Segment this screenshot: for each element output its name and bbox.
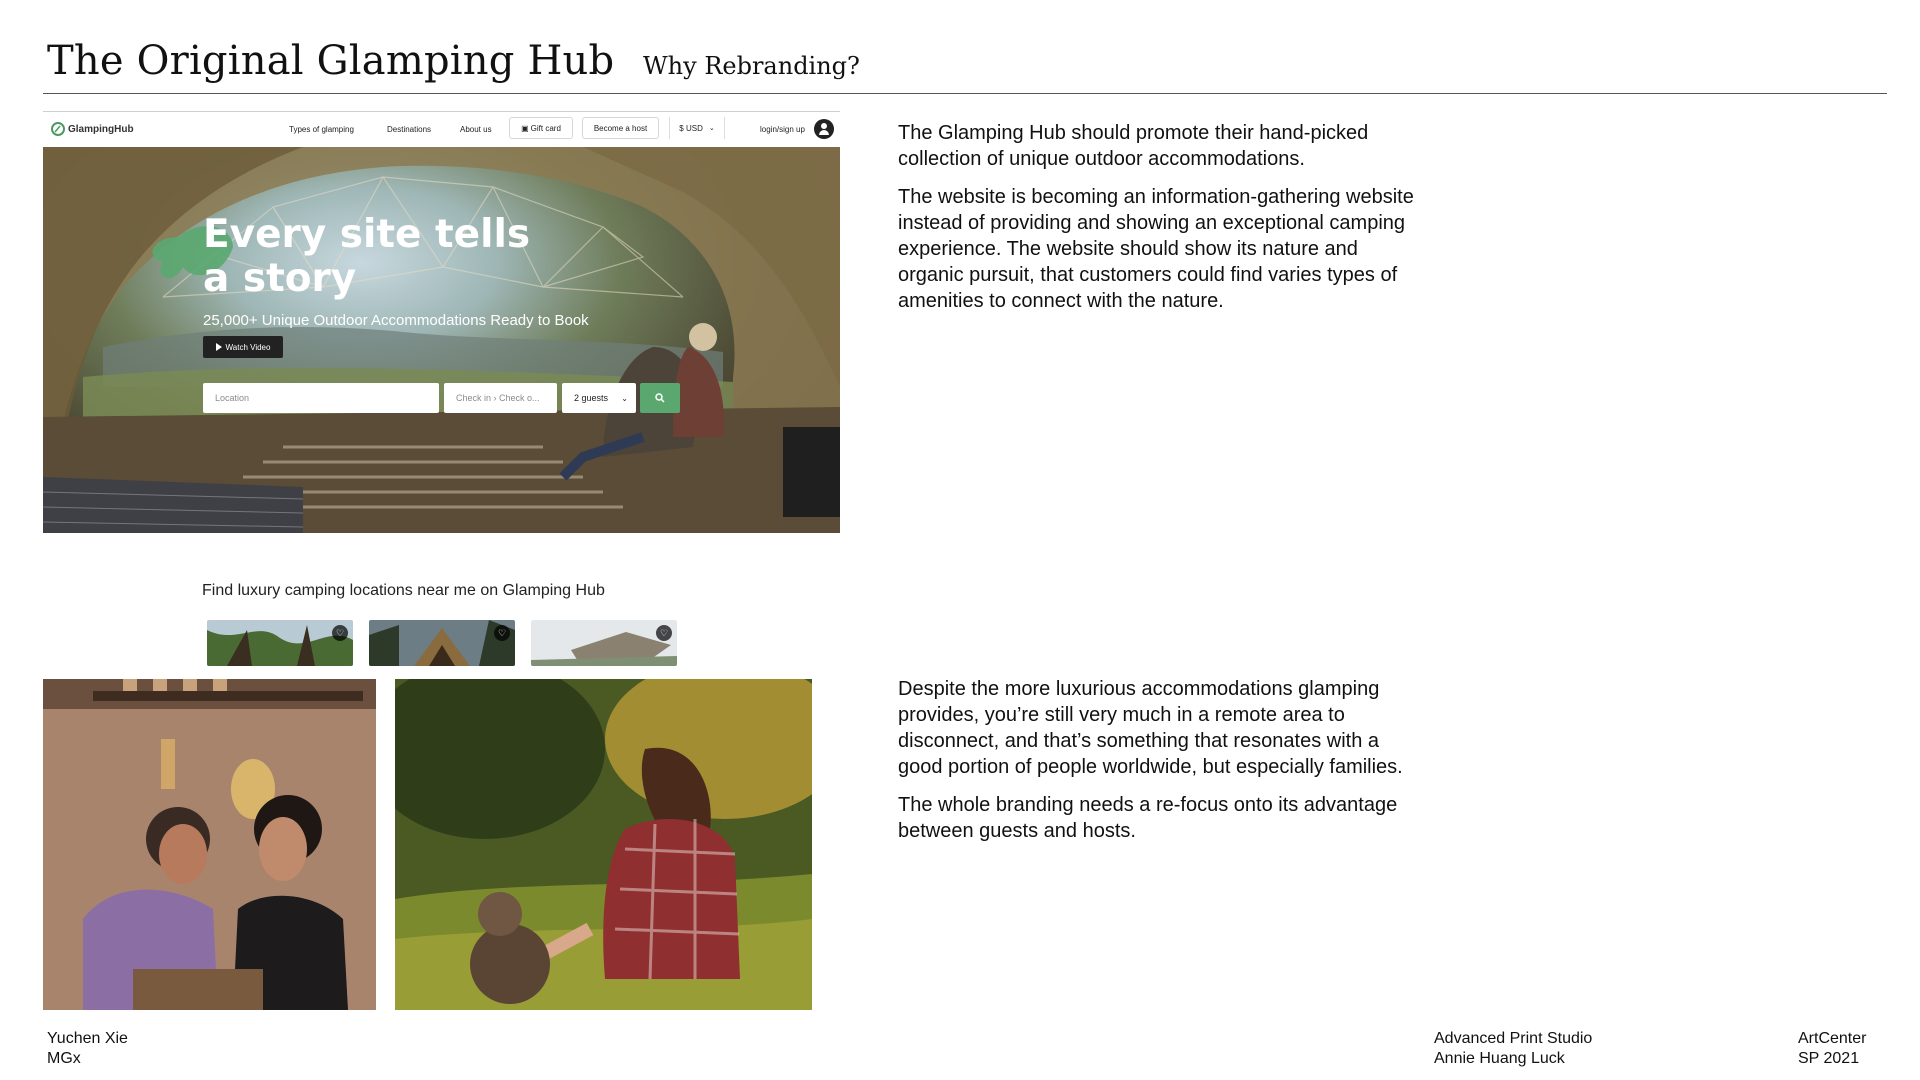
heart-icon[interactable]: ♡ <box>656 625 672 641</box>
gift-card-button[interactable] <box>509 117 573 139</box>
nav-destinations-link[interactable]: Destinations <box>387 125 432 134</box>
text-block-top <box>898 120 1418 326</box>
paragraph: Despite the more luxurious accommodations glamping provides, you’re still very much in a remote area to disconnect, and that’s something that resonates with a good portion of people worldwide, but especially families. <box>898 678 1403 778</box>
search-button[interactable] <box>640 383 680 413</box>
play-icon <box>216 343 222 351</box>
footer-author <box>47 1029 128 1069</box>
nav-about-link[interactable]: About us <box>460 125 492 134</box>
website-screenshot <box>43 111 840 533</box>
text-block-bottom <box>898 676 1418 856</box>
become-host-label: Become a host <box>593 123 648 133</box>
course-name: Advanced Print Studio <box>1434 1030 1593 1047</box>
hero-dome-image <box>43 147 840 533</box>
guests-select[interactable] <box>562 383 636 413</box>
term-name: SP 2021 <box>1798 1050 1860 1067</box>
location-thumbnail[interactable] <box>369 620 515 666</box>
footer-course <box>1434 1029 1592 1069</box>
guests-value: 2 guests <box>574 393 609 403</box>
gift-card-label: Gift card <box>530 123 561 133</box>
login-link[interactable]: login/sign up <box>760 125 805 134</box>
hero-banner <box>43 147 840 533</box>
hero-subtitle: 25,000+ Unique Outdoor Accommodations Ready to Book <box>203 312 589 329</box>
women-photo-image <box>43 679 376 1010</box>
tent-thumbnail-image <box>531 620 677 666</box>
currency-label: $ USD <box>679 123 703 133</box>
school-name: ArtCenter <box>1798 1030 1867 1047</box>
paragraph: The Glamping Hub should promote their hand-picked collection of unique outdoor accommodations. <box>898 122 1369 170</box>
paragraph: The website is becoming an information-gathering website instead of providing and showing an exceptional camping experience. The website should show its nature and organic pursuit, that customers could find varies types of amenities to connect with the nature. <box>898 186 1414 312</box>
chevron-down-icon: ⌄ <box>708 125 715 132</box>
cabin-thumbnail-image <box>369 620 515 666</box>
website-nav <box>43 112 840 147</box>
search-icon <box>655 393 665 403</box>
chevron-down-icon: ⌄ <box>621 393 628 403</box>
site-logo[interactable] <box>51 122 134 136</box>
hero-title: Every site tells a story <box>203 212 531 301</box>
program-name: MGx <box>47 1050 81 1067</box>
paragraph: The whole branding needs a re-focus onto its advantage between guests and hosts. <box>898 794 1398 842</box>
woman-dog-photo <box>395 679 812 1010</box>
become-host-button[interactable] <box>582 117 659 139</box>
currency-select[interactable] <box>669 117 725 139</box>
forest-thumbnail-image <box>207 620 353 666</box>
header-divider <box>43 93 1887 94</box>
watch-video-button[interactable] <box>203 336 283 358</box>
page-title: The Original Glamping Hub <box>47 38 615 84</box>
nav-types-link[interactable]: Types of glamping <box>289 125 354 134</box>
location-input[interactable]: Location <box>203 383 439 413</box>
heart-icon[interactable]: ♡ <box>332 625 348 641</box>
page-subtitle: Why Rebranding? <box>643 52 860 80</box>
leaf-logo-icon <box>51 122 65 136</box>
user-icon[interactable] <box>814 119 834 139</box>
location-thumbnail[interactable] <box>207 620 353 666</box>
dates-input[interactable]: Check in › Check o... <box>444 383 557 413</box>
gift-icon: ▣ <box>521 123 529 133</box>
footer-school <box>1798 1029 1866 1069</box>
site-logo-text: GlampingHub <box>68 123 134 135</box>
author-name: Yuchen Xie <box>47 1030 128 1047</box>
women-photo <box>43 679 376 1010</box>
find-locations-heading: Find luxury camping locations near me on Glamping Hub <box>202 582 605 599</box>
instructor-name: Annie Huang Luck <box>1434 1050 1565 1067</box>
woman-dog-photo-image <box>395 679 812 1010</box>
heart-icon[interactable]: ♡ <box>494 625 510 641</box>
location-thumbnail[interactable] <box>531 620 677 666</box>
watch-video-label: Watch Video <box>225 342 271 352</box>
